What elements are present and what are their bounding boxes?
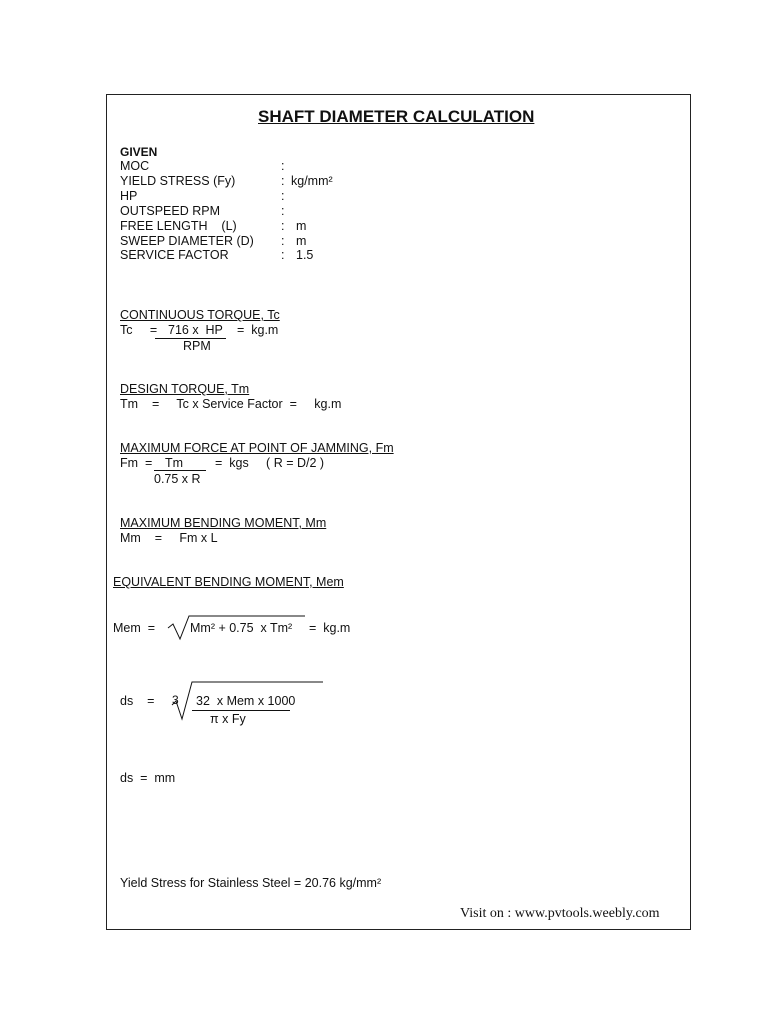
ds-fraction-bar — [192, 710, 290, 711]
given-label: MOC — [120, 159, 150, 173]
mem-lhs: Mem = — [113, 621, 156, 635]
given-value: kg/mm² — [291, 174, 333, 188]
ds-result: ds = mm — [120, 771, 176, 785]
given-sep: : — [281, 248, 285, 262]
ds-lhs: ds = — [120, 694, 155, 708]
tc-numerator: 716 x HP — [168, 323, 223, 337]
given-value: m — [296, 219, 307, 233]
given-label: SERVICE FACTOR — [120, 248, 229, 262]
tc-lhs: Tc = — [120, 323, 158, 337]
given-sep: : — [281, 159, 285, 173]
given-sep: : — [281, 204, 285, 218]
mm-formula: Mm = Fm x L — [120, 531, 218, 545]
fm-denominator: 0.75 x R — [154, 472, 201, 486]
fm-fraction-bar — [154, 470, 206, 471]
design-torque-heading: DESIGN TORQUE, Tm — [120, 382, 250, 396]
tc-rhs: = kg.m — [237, 323, 279, 337]
tm-formula: Tm = Tc x Service Factor = kg.m — [120, 397, 342, 411]
given-label: SWEEP DIAMETER (D) — [120, 234, 254, 248]
given-sep: : — [281, 189, 285, 203]
cube-root-index: 3 — [172, 693, 179, 707]
footer-link[interactable]: Visit on : www.pvtools.weebly.com — [460, 906, 660, 921]
given-sep: : — [281, 234, 285, 248]
given-heading: GIVEN — [120, 145, 158, 159]
equiv-bending-heading: EQUIVALENT BENDING MOMENT, Mem — [113, 575, 344, 589]
fm-numerator: Tm — [165, 456, 184, 470]
given-sep: : — [281, 174, 285, 188]
max-bending-heading: MAXIMUM BENDING MOMENT, Mm — [120, 516, 327, 530]
ds-numerator: 32 x Mem x 1000 — [196, 694, 296, 708]
given-label: FREE LENGTH (L) — [120, 219, 237, 233]
continuous-torque-heading: CONTINUOUS TORQUE, Tc — [120, 308, 280, 322]
given-label: YIELD STRESS (Fy) — [120, 174, 236, 188]
given-label: OUTSPEED RPM — [120, 204, 221, 218]
given-value: 1.5 — [296, 248, 314, 262]
max-force-heading: MAXIMUM FORCE AT POINT OF JAMMING, Fm — [120, 441, 394, 455]
fm-rhs: = kgs ( R = D/2 ) — [215, 456, 325, 470]
mem-radicand: Mm² + 0.75 x Tm² — [190, 621, 293, 635]
ds-denominator: π x Fy — [210, 712, 246, 726]
fm-lhs: Fm = — [120, 456, 153, 470]
mem-rhs: = kg.m — [309, 621, 351, 635]
page-title: SHAFT DIAMETER CALCULATION — [258, 107, 535, 126]
yield-stress-note: Yield Stress for Stainless Steel = 20.76 kg/mm² — [120, 876, 382, 890]
given-sep: : — [281, 219, 285, 233]
tc-denominator: RPM — [183, 339, 211, 353]
given-value: m — [296, 234, 307, 248]
given-label: HP — [120, 189, 138, 203]
